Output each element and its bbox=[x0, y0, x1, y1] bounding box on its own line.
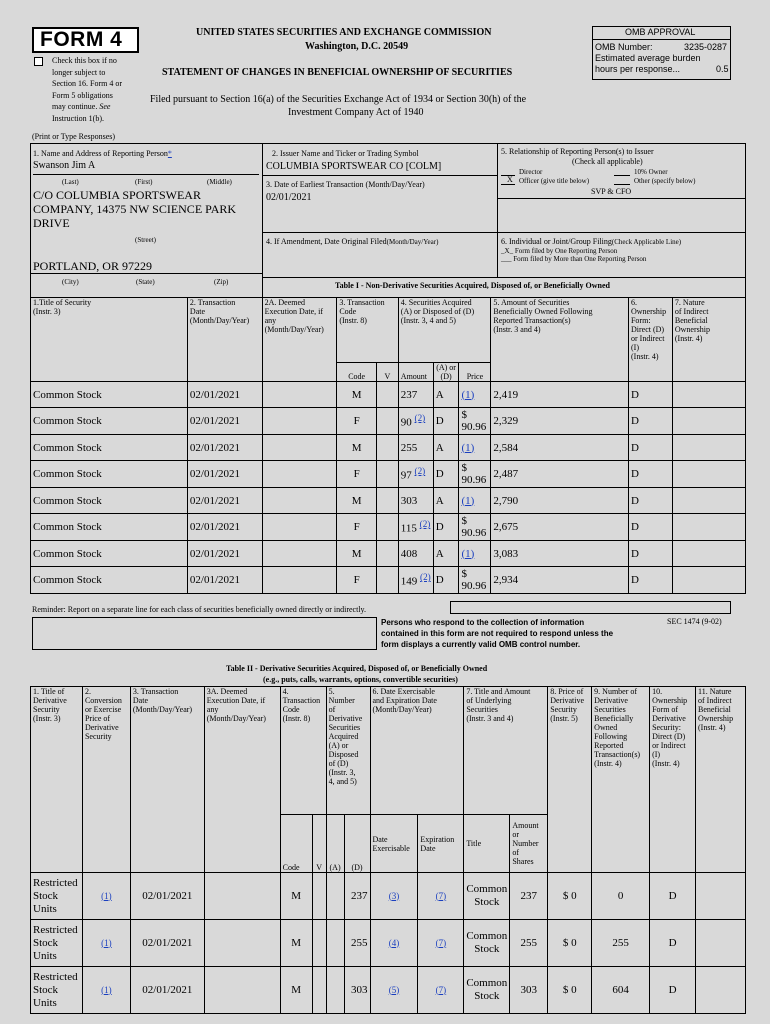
t2-under-cell: Common Stock bbox=[464, 967, 510, 1014]
table2-row bbox=[31, 967, 746, 1014]
first-label: (First) bbox=[135, 178, 153, 186]
t2-expir-cell bbox=[418, 873, 464, 920]
footnote-1-link[interactable]: (1) bbox=[461, 441, 475, 454]
t2-sub-amount: Amount or Number of Shares bbox=[510, 815, 548, 873]
t1-nature-cell bbox=[672, 567, 745, 594]
t1-title-cell: Common Stock bbox=[31, 488, 188, 514]
footnote-7-link[interactable]: (7) bbox=[435, 937, 447, 948]
officer-option: Officer (give title below) bbox=[519, 177, 590, 185]
t2-h-exercisable: 6. Date Exercisable and Expiration Date (Month/Day/Year) bbox=[370, 687, 464, 815]
table2-row bbox=[31, 920, 746, 967]
t2-owned-cell: 0 bbox=[592, 873, 650, 920]
footnote-exercisable-link[interactable]: (4) bbox=[388, 937, 400, 948]
t1-v-cell bbox=[377, 435, 399, 461]
t1-amount-cell: 408 bbox=[398, 541, 433, 567]
t1-date-cell: 02/01/2021 bbox=[187, 488, 262, 514]
earliest-transaction-label: 3. Date of Earliest Transaction (Month/Day/Year) bbox=[266, 180, 425, 189]
t2-nature-cell bbox=[696, 873, 746, 920]
checkbox-note: Check this box if no longer subject to Section 16. Form 4 or Form 5 obligations may continue. See Instruction 1(b). bbox=[52, 56, 122, 123]
footnote-7-link[interactable]: (7) bbox=[435, 890, 447, 901]
t1-amount-cell: 90 $^{(2)}$ bbox=[398, 408, 433, 435]
t1-date-cell: 02/01/2021 bbox=[187, 408, 262, 435]
filed-pursuant-line1: Filed pursuant to Section 16(a) of the Securities Exchange Act of 1934 or Section 30(h) of the bbox=[150, 94, 527, 105]
t1-code-cell: F bbox=[337, 567, 377, 594]
t2-exer-cell bbox=[370, 873, 418, 920]
t1-ad-cell: A bbox=[433, 382, 459, 408]
t1-h-owned: 5. Amount of Securities Beneficially Owned Following Reported Transaction(s) (Instr. 3 and 4) bbox=[491, 298, 629, 382]
t2-v-cell bbox=[312, 873, 326, 920]
t1-code-cell: M bbox=[337, 488, 377, 514]
t2-a-cell bbox=[326, 920, 344, 967]
t2-sub-a: (A) bbox=[326, 815, 344, 873]
t1-price-cell bbox=[459, 488, 491, 514]
t2-date-cell: 02/01/2021 bbox=[130, 920, 204, 967]
state-label: (State) bbox=[136, 278, 155, 286]
t1-v-cell bbox=[377, 461, 399, 488]
table1-row bbox=[31, 435, 746, 461]
filing-more-option: ___ Form filed by More than One Reporting Person bbox=[501, 255, 647, 263]
t2-under-cell: Common Stock bbox=[464, 873, 510, 920]
t2-sub-v: V bbox=[312, 815, 326, 873]
table1-title: Table I - Non-Derivative Securities Acquired, Disposed of, or Beneficially Owned bbox=[335, 281, 610, 290]
t1-amount-cell: 115 $^{(2)}$ bbox=[398, 514, 433, 541]
t2-h-underlying: 7. Title and Amount of Underlying Securities (Instr. 3 and 4) bbox=[464, 687, 548, 815]
notice-left-box bbox=[32, 617, 377, 650]
t2-h-nature: 11. Nature of Indirect Beneficial Ownership (Instr. 4) bbox=[696, 687, 746, 873]
other-option: Other (specify below) bbox=[634, 177, 696, 185]
table2-title: Table II - Derivative Securities Acquired, Disposed of, or Beneficially Owned bbox=[226, 664, 488, 673]
omb-hours-label: hours per response... bbox=[595, 64, 681, 74]
filed-pursuant-line2: Investment Company Act of 1940 bbox=[288, 107, 424, 118]
table1-row bbox=[31, 541, 746, 567]
t1-form-cell: D bbox=[628, 488, 672, 514]
t2-exer-cell bbox=[370, 920, 418, 967]
t1-date-cell: 02/01/2021 bbox=[187, 461, 262, 488]
reporting-city-state: PORTLAND, OR 97229 bbox=[33, 259, 152, 273]
t1-title-cell: Common Stock bbox=[31, 514, 188, 541]
t1-code-cell: M bbox=[337, 541, 377, 567]
footnote-1-link[interactable]: (1) bbox=[101, 937, 112, 948]
t2-form-cell: D bbox=[650, 920, 696, 967]
t2-owned-cell: 255 bbox=[592, 920, 650, 967]
earliest-transaction-date: 02/01/2021 bbox=[266, 192, 312, 203]
t1-h-nature: 7. Nature of Indirect Beneficial Ownership (Instr. 4) bbox=[672, 298, 745, 382]
no-longer-subject-checkbox[interactable] bbox=[34, 57, 43, 66]
t1-h-deemed: 2A. Deemed Execution Date, if any (Month/Day/Year) bbox=[262, 298, 337, 382]
t2-nature-cell bbox=[696, 920, 746, 967]
agency-name: UNITED STATES SECURITIES AND EXCHANGE COMMISSION bbox=[196, 27, 492, 38]
t2-deemed-cell bbox=[204, 873, 280, 920]
t2-h-code: 4. Transaction Code (Instr. 8) bbox=[280, 687, 326, 815]
t1-form-cell: D bbox=[628, 514, 672, 541]
t1-v-cell bbox=[377, 541, 399, 567]
t1-deemed-cell bbox=[262, 461, 337, 488]
footnote-7-link[interactable]: (7) bbox=[435, 984, 447, 995]
amendment-label: 4. If Amendment, Date Original Filed(Month/Day/Year) bbox=[266, 237, 439, 246]
t1-v-cell bbox=[377, 567, 399, 594]
sec-code: SEC 1474 (9-02) bbox=[667, 617, 722, 626]
omb-hours-value: 0.5 bbox=[716, 64, 729, 74]
t1-deemed-cell bbox=[262, 567, 337, 594]
t1-date-cell: 02/01/2021 bbox=[187, 382, 262, 408]
t2-expir-cell bbox=[418, 967, 464, 1014]
t2-sub-expiration: Expiration Date bbox=[418, 815, 464, 873]
t1-nature-cell bbox=[672, 488, 745, 514]
t1-amount-cell: 303 bbox=[398, 488, 433, 514]
t1-form-cell: D bbox=[628, 435, 672, 461]
omb-number-label: OMB Number: bbox=[595, 42, 653, 52]
t1-code-cell: M bbox=[337, 382, 377, 408]
t2-code-cell: M bbox=[280, 967, 312, 1014]
t2-price-cell: $ 0 bbox=[548, 920, 592, 967]
t2-conv-cell bbox=[82, 920, 130, 967]
t2-h-owned: 9. Number of Derivative Securities Beneficially Owned Following Reported Transaction(s) (Instr. 4) bbox=[592, 687, 650, 873]
t2-d-cell: 255 bbox=[344, 920, 370, 967]
t2-exer-cell bbox=[370, 967, 418, 1014]
t1-ad-cell: D bbox=[433, 567, 459, 594]
reminder-text: Reminder: Report on a separate line for each class of securities beneficially owned directly or indirectly. bbox=[32, 605, 367, 614]
t1-code-cell: F bbox=[337, 408, 377, 435]
reminder-blank-box bbox=[450, 601, 731, 614]
t1-h-title: 1.Title of Security (Instr. 3) bbox=[31, 298, 188, 382]
t1-ad-cell: D bbox=[433, 461, 459, 488]
t1-title-cell: Common Stock bbox=[31, 567, 188, 594]
t2-v-cell bbox=[312, 920, 326, 967]
t2-title-cell: Restricted Stock Units bbox=[31, 873, 83, 920]
t1-form-cell: D bbox=[628, 461, 672, 488]
table1-row bbox=[31, 382, 746, 408]
t1-price-cell bbox=[459, 435, 491, 461]
t1-owned-cell: 3,083 bbox=[491, 541, 629, 567]
t1-amount-cell: 149 $^{(2)}$ bbox=[398, 567, 433, 594]
t1-form-cell: D bbox=[628, 541, 672, 567]
t2-shares-cell: 303 bbox=[510, 967, 548, 1014]
reporting-person-name: Swanson Jim A bbox=[33, 160, 96, 171]
t1-price-cell: $ 90.96 bbox=[459, 408, 491, 435]
t1-owned-cell: 2,487 bbox=[491, 461, 629, 488]
t1-amount-cell: 97 $^{(2)}$ bbox=[398, 461, 433, 488]
t2-expir-cell bbox=[418, 920, 464, 967]
t1-ad-cell: A bbox=[433, 488, 459, 514]
t1-deemed-cell bbox=[262, 382, 337, 408]
relationship-label: 5. Relationship of Reporting Person(s) to Issuer bbox=[501, 147, 654, 156]
t1-nature-cell bbox=[672, 408, 745, 435]
t2-conv-cell bbox=[82, 873, 130, 920]
t1-owned-cell: 2,934 bbox=[491, 567, 629, 594]
t2-date-cell: 02/01/2021 bbox=[130, 967, 204, 1014]
t1-code-cell: F bbox=[337, 461, 377, 488]
footnote-2-link[interactable]: (2) bbox=[419, 519, 431, 530]
t2-sub-exercisable: Date Exercisable bbox=[370, 815, 418, 873]
t1-amount-cell: 255 bbox=[398, 435, 433, 461]
footnote-2-link[interactable]: (2) bbox=[414, 466, 426, 477]
t2-date-cell: 02/01/2021 bbox=[130, 873, 204, 920]
t2-h-conversion: 2. Conversion or Exercise Price of Derivative Security bbox=[82, 687, 130, 873]
t1-title-cell: Common Stock bbox=[31, 382, 188, 408]
filing-label: 6. Individual or Joint/Group Filing(Check Applicable Line) bbox=[501, 237, 682, 246]
t2-sub-code: Code bbox=[280, 815, 312, 873]
t1-deemed-cell bbox=[262, 541, 337, 567]
t1-date-cell: 02/01/2021 bbox=[187, 514, 262, 541]
t1-nature-cell bbox=[672, 461, 745, 488]
t1-title-cell: Common Stock bbox=[31, 408, 188, 435]
t1-h-acquired: 4. Securities Acquired (A) or Disposed of (D) (Instr. 3, 4 and 5) bbox=[398, 298, 491, 363]
t1-v-cell bbox=[377, 408, 399, 435]
t1-sub-amount: Amount bbox=[398, 363, 433, 382]
t1-v-cell bbox=[377, 488, 399, 514]
t2-code-cell: M bbox=[280, 920, 312, 967]
t1-code-cell: M bbox=[337, 435, 377, 461]
t1-v-cell bbox=[377, 514, 399, 541]
relationship-sub: (Check all applicable) bbox=[572, 157, 643, 166]
t1-ad-cell: A bbox=[433, 435, 459, 461]
t1-owned-cell: 2,790 bbox=[491, 488, 629, 514]
footnote-exercisable-link[interactable]: (5) bbox=[388, 984, 400, 995]
street-label: (Street) bbox=[135, 236, 156, 244]
table1 bbox=[30, 297, 746, 594]
t2-nature-cell bbox=[696, 967, 746, 1014]
reporting-person-footnote-link[interactable]: * bbox=[167, 149, 172, 158]
t2-code-cell: M bbox=[280, 873, 312, 920]
table1-row bbox=[31, 567, 746, 594]
t1-price-cell bbox=[459, 541, 491, 567]
t2-h-deemed: 3A. Deemed Execution Date, if any (Month/Day/Year) bbox=[204, 687, 280, 873]
t1-sub-v: V bbox=[377, 363, 399, 382]
officer-mark: X bbox=[507, 175, 513, 184]
t1-form-cell: D bbox=[628, 567, 672, 594]
t1-sub-code: Code bbox=[337, 363, 377, 382]
ten-pct-owner-option: 10% Owner bbox=[634, 168, 668, 176]
t2-h-form: 10. Ownership Form of Derivative Security: Direct (D) or Indirect (I) (Instr. 4) bbox=[650, 687, 696, 873]
t2-sub-title: Title bbox=[464, 815, 510, 873]
t2-conv-cell bbox=[82, 967, 130, 1014]
t1-nature-cell bbox=[672, 382, 745, 408]
filing-one-option: _X_ Form filed by One Reporting Person bbox=[501, 247, 618, 255]
t2-under-cell: Common Stock bbox=[464, 920, 510, 967]
t2-form-cell: D bbox=[650, 967, 696, 1014]
omb-title: OMB APPROVAL bbox=[625, 27, 696, 37]
t2-form-cell: D bbox=[650, 873, 696, 920]
t1-date-cell: 02/01/2021 bbox=[187, 541, 262, 567]
t1-owned-cell: 2,419 bbox=[491, 382, 629, 408]
t2-a-cell bbox=[326, 967, 344, 1014]
director-option: Director bbox=[519, 168, 543, 176]
t2-deemed-cell bbox=[204, 920, 280, 967]
footnote-2-link[interactable]: (2) bbox=[414, 413, 426, 424]
t2-h-number: 5. Number of Derivative Securities Acquired (A) or Disposed of (D) (Instr. 3, 4, and 5) bbox=[326, 687, 370, 815]
form-title: FORM 4 bbox=[40, 28, 123, 51]
t1-form-cell: D bbox=[628, 408, 672, 435]
t2-d-cell: 237 bbox=[344, 873, 370, 920]
t1-price-cell: $ 90.96 bbox=[459, 567, 491, 594]
t1-title-cell: Common Stock bbox=[31, 435, 188, 461]
footnote-1-link[interactable]: (1) bbox=[461, 388, 475, 401]
t1-h-code: 3. Transaction Code (Instr. 8) bbox=[337, 298, 398, 363]
t2-h-date: 3. Transaction Date (Month/Day/Year) bbox=[130, 687, 204, 873]
table1-row bbox=[31, 488, 746, 514]
t1-h-form: 6. Ownership Form: Direct (D) or Indirect (I) (Instr. 4) bbox=[628, 298, 672, 382]
issuer-label: 2. Issuer Name and Ticker or Trading Symbol bbox=[272, 149, 419, 158]
footnote-1-link[interactable]: (1) bbox=[461, 494, 475, 507]
t1-code-cell: F bbox=[337, 514, 377, 541]
t1-nature-cell bbox=[672, 541, 745, 567]
footnote-1-link[interactable]: (1) bbox=[101, 984, 112, 995]
t2-h-price: 8. Price of Derivative Security (Instr. 5) bbox=[548, 687, 592, 873]
t2-h-title: 1. Title of Derivative Security (Instr. 3) bbox=[31, 687, 83, 873]
t2-title-cell: Restricted Stock Units bbox=[31, 967, 83, 1014]
footnote-1-link[interactable]: (1) bbox=[461, 547, 475, 560]
t1-deemed-cell bbox=[262, 514, 337, 541]
t2-price-cell: $ 0 bbox=[548, 873, 592, 920]
table1-row bbox=[31, 461, 746, 488]
t1-h-date: 2. Transaction Date (Month/Day/Year) bbox=[187, 298, 262, 382]
t1-nature-cell bbox=[672, 514, 745, 541]
last-label: (Last) bbox=[62, 178, 79, 186]
t2-shares-cell: 237 bbox=[510, 873, 548, 920]
reporting-person-label: 1. Name and Address of Reporting Person* bbox=[33, 149, 172, 158]
t1-deemed-cell bbox=[262, 435, 337, 461]
city-label: (City) bbox=[62, 278, 79, 286]
t1-title-cell: Common Stock bbox=[31, 461, 188, 488]
t1-deemed-cell bbox=[262, 408, 337, 435]
table1-row bbox=[31, 514, 746, 541]
footnote-exercisable-link[interactable]: (3) bbox=[388, 890, 400, 901]
t1-owned-cell: 2,675 bbox=[491, 514, 629, 541]
t2-shares-cell: 255 bbox=[510, 920, 548, 967]
t1-sub-aord: (A) or (D) bbox=[433, 363, 459, 382]
statement-title: STATEMENT OF CHANGES IN BENEFICIAL OWNERSHIP OF SECURITIES bbox=[162, 67, 513, 78]
t1-price-cell: $ 90.96 bbox=[459, 461, 491, 488]
t2-owned-cell: 604 bbox=[592, 967, 650, 1014]
t1-form-cell: D bbox=[628, 382, 672, 408]
table1-row bbox=[31, 408, 746, 435]
t1-title-cell: Common Stock bbox=[31, 541, 188, 567]
issuer-name: COLUMBIA SPORTSWEAR CO [COLM] bbox=[266, 161, 442, 172]
reporting-address: C/O COLUMBIA SPORTSWEAR COMPANY, 14375 NW SCIENCE PARK DRIVE bbox=[33, 188, 237, 230]
t2-price-cell: $ 0 bbox=[548, 967, 592, 1014]
t1-owned-cell: 2,329 bbox=[491, 408, 629, 435]
agency-location: Washington, D.C. 20549 bbox=[305, 41, 409, 52]
table2 bbox=[30, 686, 746, 1014]
t2-v-cell bbox=[312, 967, 326, 1014]
t1-v-cell bbox=[377, 382, 399, 408]
footnote-2-link[interactable]: (2) bbox=[420, 572, 431, 583]
t2-title-cell: Restricted Stock Units bbox=[31, 920, 83, 967]
print-note: (Print or Type Responses) bbox=[32, 132, 116, 141]
t1-amount-cell: 237 bbox=[398, 382, 433, 408]
t1-nature-cell bbox=[672, 435, 745, 461]
table2-row bbox=[31, 873, 746, 920]
t1-price-cell: $ 90.96 bbox=[459, 514, 491, 541]
t1-date-cell: 02/01/2021 bbox=[187, 567, 262, 594]
t1-ad-cell: D bbox=[433, 408, 459, 435]
t1-sub-price: Price bbox=[459, 363, 491, 382]
t2-sub-d: (D) bbox=[344, 815, 370, 873]
zip-label: (Zip) bbox=[214, 278, 229, 286]
middle-label: (Middle) bbox=[207, 178, 232, 186]
omb-burden-label: Estimated average burden bbox=[595, 53, 701, 63]
t2-a-cell bbox=[326, 873, 344, 920]
t1-ad-cell: D bbox=[433, 514, 459, 541]
t1-deemed-cell bbox=[262, 488, 337, 514]
t1-price-cell bbox=[459, 382, 491, 408]
footnote-1-link[interactable]: (1) bbox=[101, 890, 112, 901]
t2-d-cell: 303 bbox=[344, 967, 370, 1014]
t1-date-cell: 02/01/2021 bbox=[187, 435, 262, 461]
t1-ad-cell: A bbox=[433, 541, 459, 567]
officer-title: SVP & CFO bbox=[591, 187, 632, 196]
table2-subtitle: (e.g., puts, calls, warrants, options, convertible securities) bbox=[263, 675, 458, 684]
t1-owned-cell: 2,584 bbox=[491, 435, 629, 461]
omb-number-value: 3235-0287 bbox=[684, 42, 728, 52]
omb-notice: Persons who respond to the collection of information contained in this form are not required to respond unless the form displays a currently valid OMB control number. bbox=[381, 618, 614, 649]
t2-deemed-cell bbox=[204, 967, 280, 1014]
